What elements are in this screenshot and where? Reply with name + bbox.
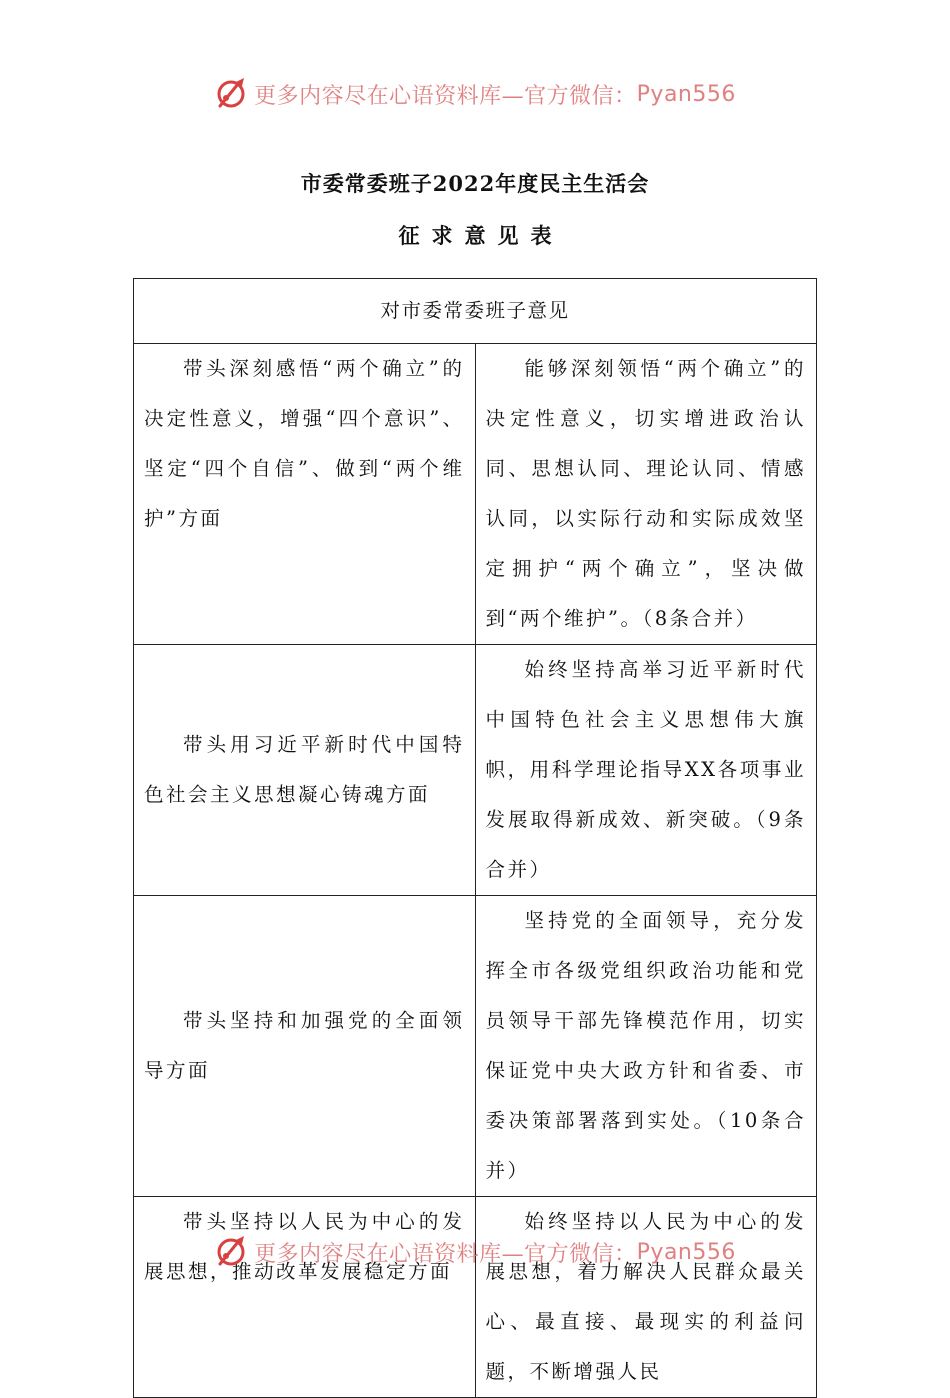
opinion-text: 始终坚持以人民为中心的发展思想，着力解决人民群众最关心、最直接、最现实的利益问题，不断增强人民: [485, 1210, 806, 1383]
table-row: [134, 645, 817, 896]
aspect-text: 带头坚持和加强党的全面领导方面: [144, 1009, 465, 1082]
opinion-text: 始终坚持高举习近平新时代中国特色社会主义思想伟大旗帜，用科学理论指导XX各项事业发展取得新成效、新突破。（9条合并）: [485, 658, 806, 881]
aspect-cell: [134, 896, 476, 1197]
opinion-text: 坚持党的全面领导，充分发挥全市各级党组织政治功能和党员领导干部先锋模范作用，切实保证党中央大政方针和省委、市委决策部署落到实处。（10条合并）: [485, 909, 806, 1182]
document-subtitle: 征求意见表: [398, 223, 564, 248]
opinion-cell: [475, 645, 817, 896]
opinion-cell: [475, 896, 817, 1197]
watermark-text: 更多内容尽在心语资料库—官方微信：: [254, 83, 637, 109]
aspect-text: 带头坚持以人民为中心的发展思想，推动改革发展稳定方面: [144, 1210, 465, 1283]
brush-logo-icon: [214, 1234, 250, 1270]
opinion-text: 能够深刻领悟“两个确立”的决定性意义，切实增进政治认同、思想认同、理论认同、情感认同，以实际行动和实际成效坚定拥护“两个确立”，坚决做到“两个维护”。（8条合并）: [485, 357, 806, 630]
table-row: [134, 1197, 817, 1398]
table-row: [134, 344, 817, 645]
table-header: 对市委常委班子意见: [134, 279, 817, 344]
aspect-text: 带头用习近平新时代中国特色社会主义思想凝心铸魂方面: [144, 733, 465, 806]
aspect-cell: [134, 1197, 476, 1398]
opinion-cell: [475, 344, 817, 645]
brush-logo-icon: [214, 76, 250, 112]
watermark-text: 更多内容尽在心语资料库—官方微信：: [254, 1241, 637, 1267]
watermark-code: Pyan556: [636, 1239, 736, 1265]
watermark-code: Pyan556: [636, 81, 736, 107]
opinion-table: [133, 278, 817, 1398]
aspect-cell: [134, 344, 476, 645]
watermark-banner-bottom: [0, 1232, 950, 1272]
opinion-cell: [475, 1197, 817, 1398]
table-row: [134, 896, 817, 1197]
aspect-cell: [134, 645, 476, 896]
document-title: 市委常委班子2022年度民主生活会: [300, 171, 650, 196]
aspect-text: 带头深刻感悟“两个确立”的决定性意义，增强“四个意识”、坚定“四个自信”、做到“两个维护”方面: [144, 357, 465, 530]
watermark-banner-top: [0, 74, 950, 114]
